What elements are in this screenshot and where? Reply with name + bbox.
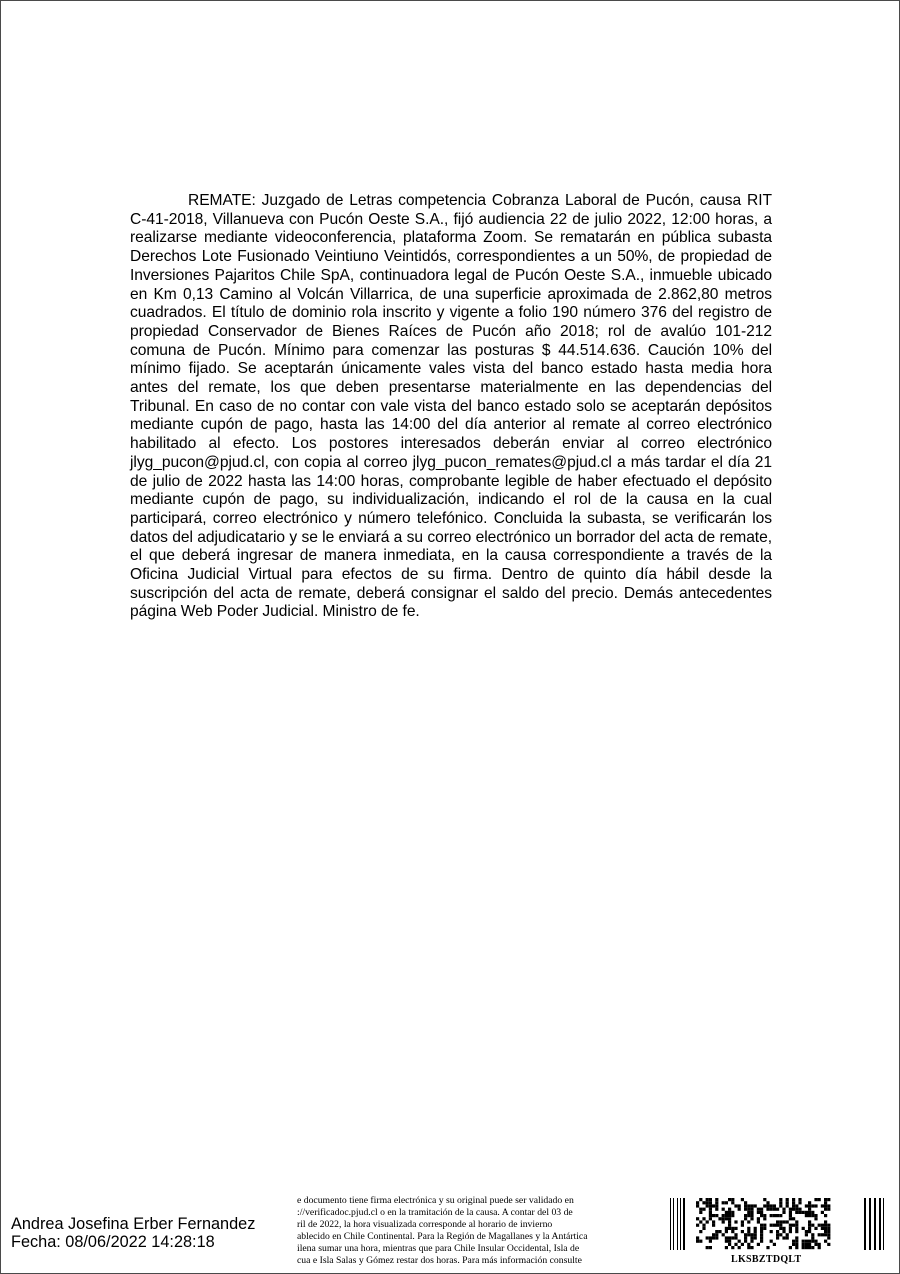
signature-block [11,1215,255,1251]
notice-line: ablecido en Chile Continental. Para la Región de Magallanes y la Antártica [297,1231,588,1243]
notice-line: cua e Isla Salas y Gómez restar dos horas. Para más información consulte [297,1255,582,1267]
signer-name: Andrea Josefina Erber Fernandez [11,1215,256,1233]
verification-barcode [668,1196,888,1260]
verification-code: LKSBZTDQLT [731,1254,802,1265]
notice-line: e documento tiene firma electrónica y su original puede ser validado en [297,1195,574,1206]
auction-notice-paragraph [130,192,772,622]
notice-line: ril de 2022, la hora visualizada corresponde al horario de invierno [297,1219,553,1231]
electronic-signature-notice [297,1195,644,1268]
notice-line: ://verificadoc.pjud.cl o en la tramitación de la causa. A contar del 03 de [297,1207,573,1219]
notice-line: ilena sumar una hora, mientras que para Chile Insular Occidental, Isla de [297,1243,580,1255]
paragraph-text: REMATE: Juzgado de Letras competencia Cobranza Laboral de Pucón, causa RIT C-41-2018, Villanueva con Pucón Oeste S.A., fijó audiencia 22 de julio 2022, 12:00 horas, a realizarse mediante videoconferencia, plataforma Zoom. Se rematarán en pública subasta Derechos Lote Fusionado Veintiuno Veintidós, correspondientes a un 50%, de propiedad de Inversiones Pajaritos Chile SpA, continuadora legal de Pucón Oeste S.A., inmueble ubicado en Km 0,13 Camino al Volcán Villarrica, de una superficie aproximada de 2.862,80 metros cuadrados. El título de dominio rola inscrito y vigente a folio 190 número 376 del registro de propiedad Conservador de Bienes Raíces de Pucón año 2018; rol de avalúo 101-212 comuna de Pucón. Mínimo para comenzar las posturas $ 44.514.636. Caución 10% del mínimo fijado. Se aceptarán únicamente vales vista del banco estado hasta media hora antes del remate, los que deben presentarse materialmente en las dependencias del Tribunal. En caso de no contar con vale vista del banco estado solo se aceptarán depósitos mediante cupón de pago, hasta las 14:00 del día anterior al remate al correo electrónico habilitado al efecto. Los postores interesados deberán enviar al correo electrónico jlyg_pucon@pjud.cl, con copia al correo jlyg_pucon_remates@pjud.cl a más tardar el día 21 de julio de 2022 hasta las 14:00 horas, comprobante legible de haber efectuado el depósito mediante cupón de pago, su individualización, indicando el rol de la causa en la cual participará, correo electrónico y número telefónico. Concluida la subasta, se verificarán los datos del adjudicatario y se le enviará a su correo electrónico un borrador del acta de remate, el que deberá ingresar de manera inmediata, en la causa correspondiente a través de la Oficina Judicial Virtual para efectos de su firma. Dentro de quinto día hábil desde la suscripción del acta de remate, deberá consignar el saldo del precio. Demás antecedentes página Web Poder Judicial. Ministro de fe. [130,192,772,621]
barcode-graphic [668,1196,888,1252]
signature-date: Fecha: 08/06/2022 14:28:18 [11,1233,215,1251]
